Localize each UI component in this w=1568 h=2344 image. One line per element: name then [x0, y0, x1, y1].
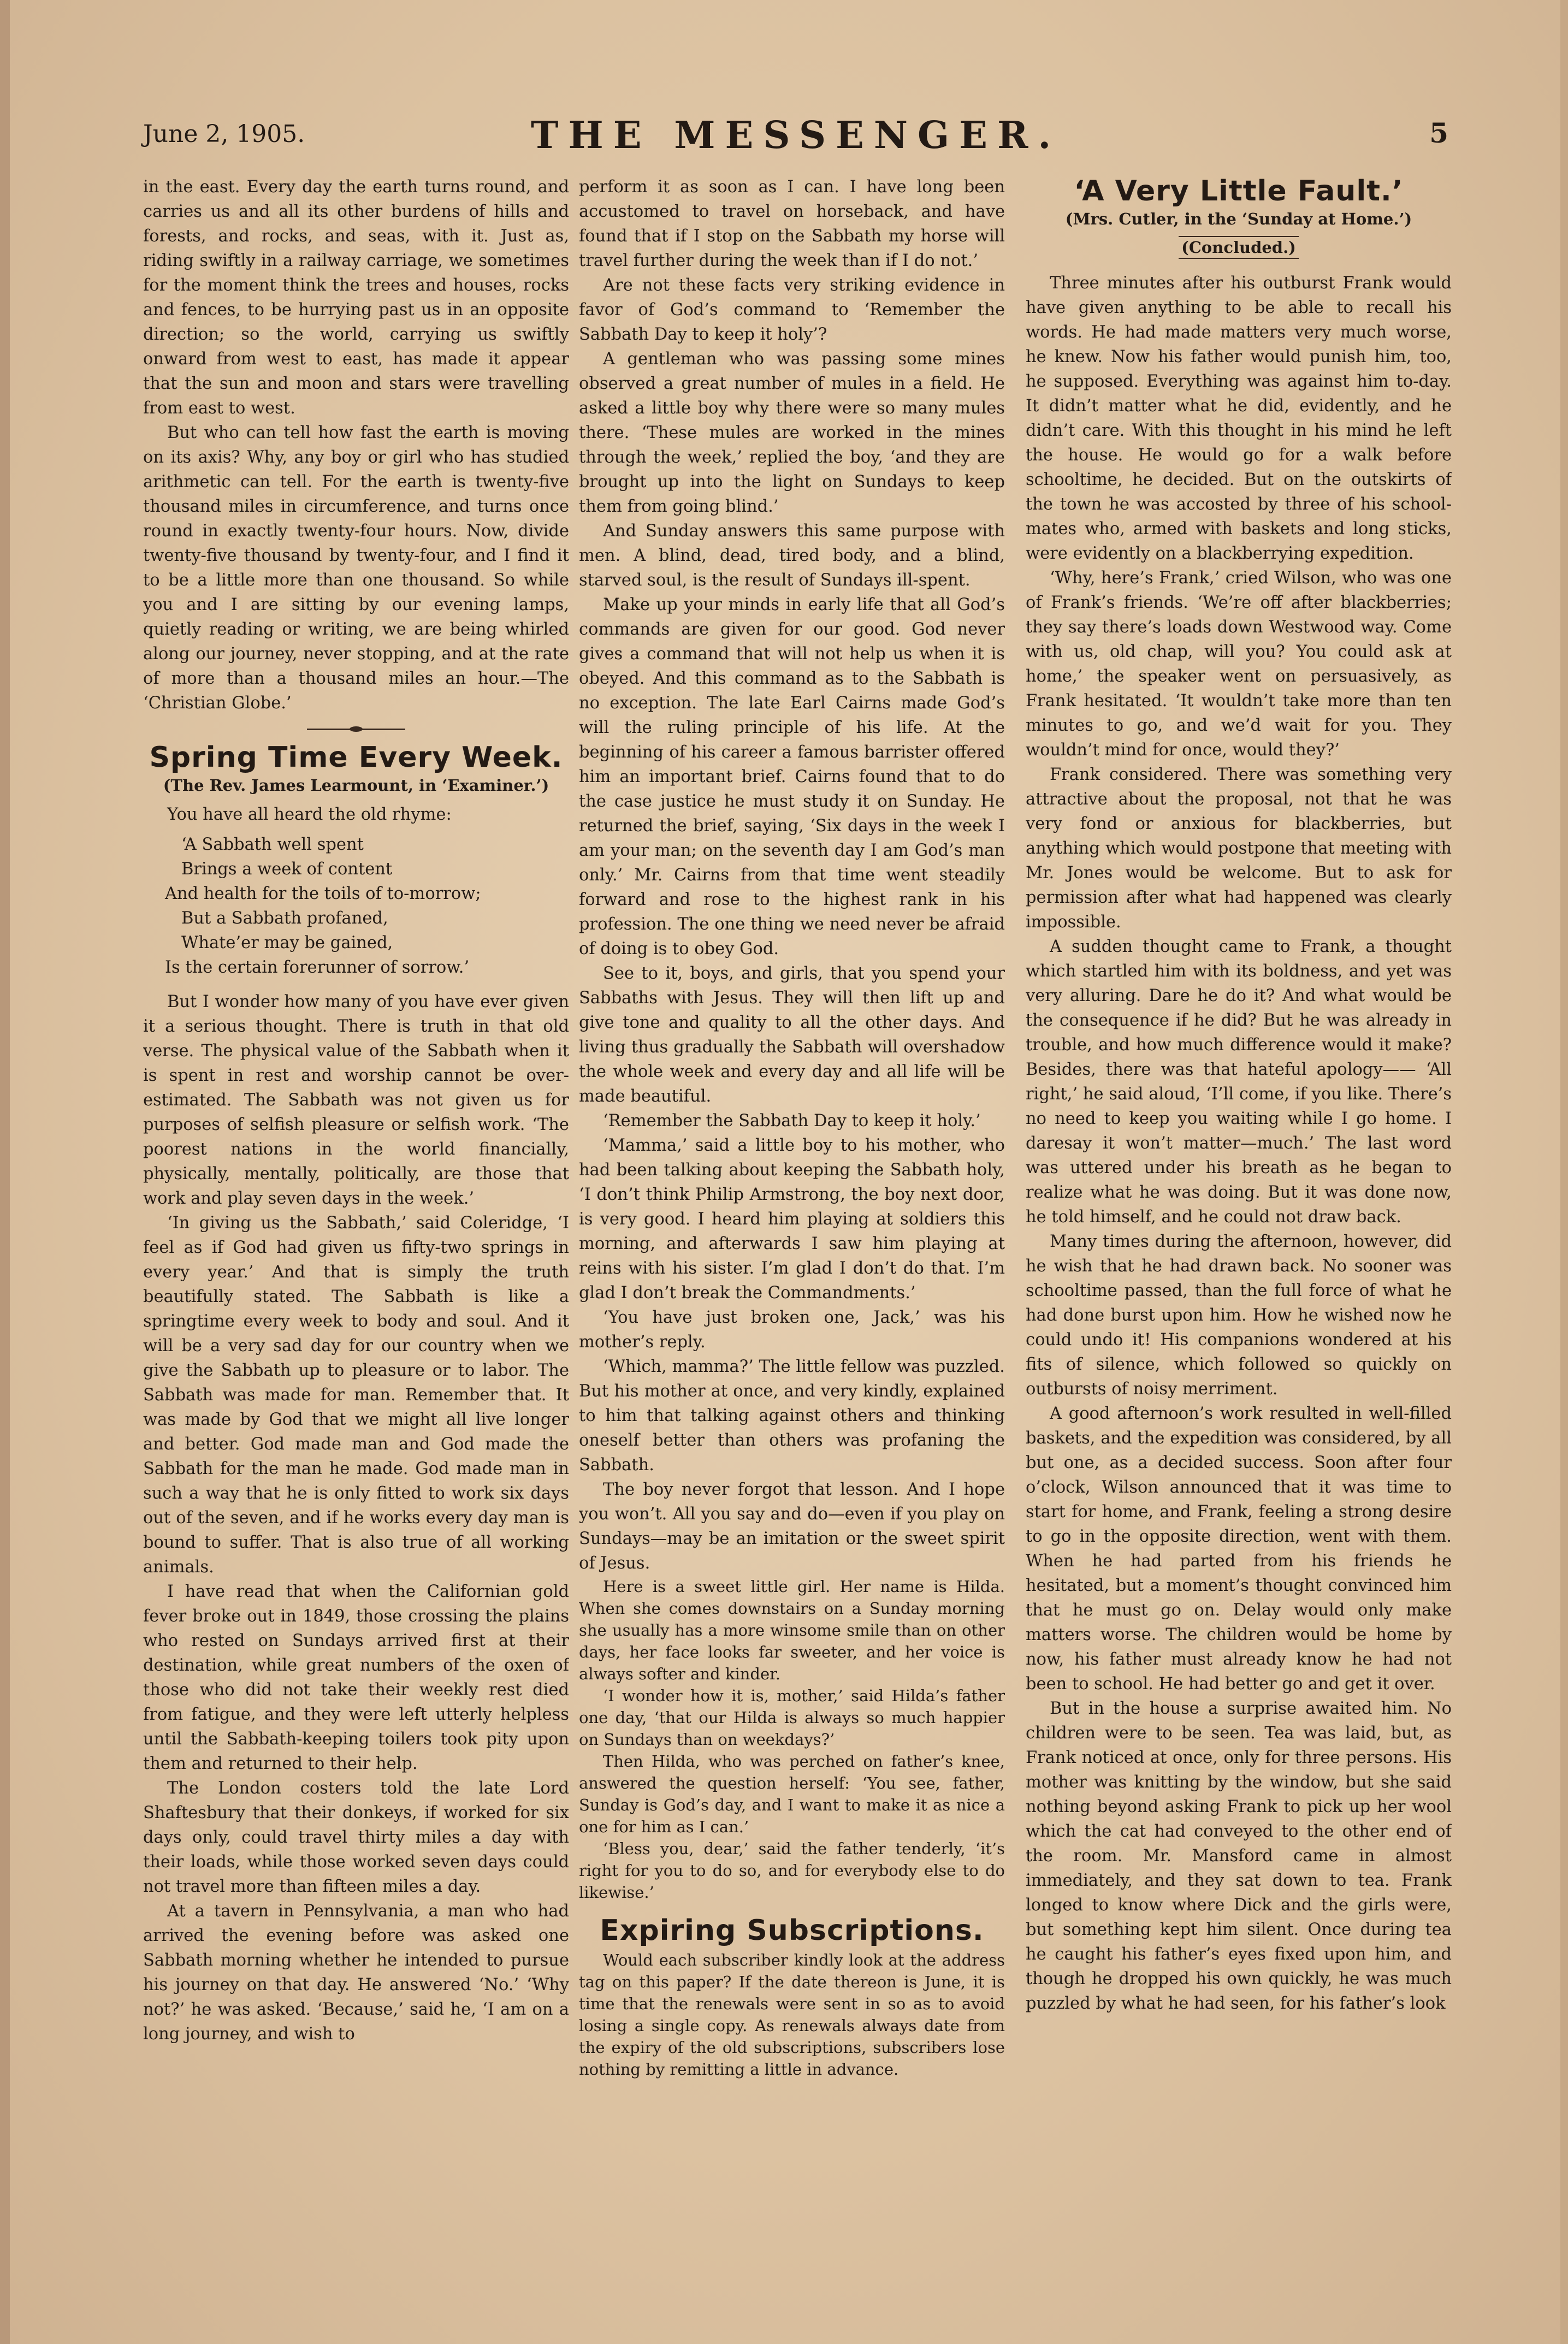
paragraph: A sudden thought came to Frank, a thought which startled him with its boldness, and yet was very alluring. Dare he do it? And what would be the consequence if he did? But he was already in trouble, and how much difference would it make? Besides, there was that hateful apology—— ‘All right,’ he said aloud, ‘I’ll come, if you like. There’s no need to keep you waiting while I go home. I daresay it won’t matter—much.’ The last word was uttered under his breath as he began to realize what he was doing. But it was done now, he told himself, and he could not draw back.: [1026, 937, 1452, 1227]
notice-text: Would each subscriber kindly look at the address tag on this paper? If the date thereon is June, it is time that the renewals were sent in so as to avoid losing a single copy. As renewals always date from the expiry of the old subscriptions, subscribers lose nothing by remitting a little in advance.: [579, 1951, 1005, 2079]
article-byline: (The Rev. James Learmount, in ‘Examiner.’): [163, 776, 549, 795]
paragraph: Many times during the afternoon, however, did he wish that he had drawn back. No sooner was schooltime passed, than the full force of what he had done burst upon him. How he wished now he could undo it! His companions wondered at his fits of silence, which followed so quickly on outbursts of noisy merriment.: [1026, 1232, 1452, 1399]
page-header: [143, 114, 1448, 163]
paragraph: ‘Why, here’s Frank,’ cried Wilson, who was one of Frank’s friends. ‘We’re off after blackberries; they say there’s loads down Westwood way. Come with us, old chap, will you? You could ask at home,’ the speaker went on persuasively, as Frank hesitated. ‘It wouldn’t take more than ten minutes to go, and we’d wait for you. They wouldn’t mind for once, would they?’: [1026, 569, 1452, 760]
paragraph: ‘Which, mamma?’ The little fellow was puzzled. But his mother at once, and very kindly, explained to him that talking against others and thinking oneself better than others was profaning the Sabbath.: [579, 1357, 1005, 1475]
paragraph: But in the house a surprise awaited him. No children were to be seen. Tea was laid, but, as Frank noticed at once, only for three persons. His mother was knitting by the window, but she said nothing beyond asking Frank to pick up her wool which the cat had conveyed to the other end of the room. Mr. Mansford came in almost immediately, and they sat down to tea. Frank longed to know where Dick and the girls were, but something kept him silent. Once during tea he caught his father’s eyes fixed upon him, and though he dropped his own quickly, he was much puzzled by what he had seen, for his father’s look: [1026, 1699, 1452, 2013]
paragraph: ‘Remember the Sabbath Day to keep it holy.’: [603, 1111, 981, 1130]
paragraph: perform it as soon as I can. I have long been accustomed to travel on horseback, and have found that if I stop on the Sabbath my horse will travel further during the week than if I do not.’: [579, 177, 1005, 270]
poem-line: Brings a week of content: [181, 860, 393, 879]
paragraph: Then Hilda, who was perched on father’s knee, answered the question herself: ‘You see, father, Sunday is God’s day, and I want to make it as nice a one for him as I can.’: [579, 1752, 1005, 1836]
poem-line: But a Sabbath profaned,: [181, 909, 388, 928]
paragraph: But who can tell how fast the earth is moving on its axis? Why, any boy or girl who has studied arithmetic can tell. For the earth is twenty-five thousand miles in circumference, and turns once round in exactly twenty-four hours. Now, divide twenty-five thousand by twenty-four, and I find it to be a little more than one thousand. So while you and I are sitting by our evening lamps, quietly reading or writing, we are being whirled along our journey, never stopping, and at the rate of more than a thousand miles an hour.—The ‘Christian Globe.’: [143, 423, 569, 713]
paragraph: ‘Mamma,’ said a little boy to his mother, who had been talking about keeping the Sabbath holy, ‘I don’t think Philip Armstrong, the boy next door, is very good. I heard him playing at soldiers this morning, and afterwards I saw him playing at reins with his sister. I’m glad I don’t do that. I’m glad I don’t break the Commandments.’: [579, 1136, 1005, 1303]
poem-line: Is the certain forerunner of sorrow.’: [165, 958, 470, 977]
article-byline: (Mrs. Cutler, in the ‘Sunday at Home.’): [1065, 210, 1412, 228]
paragraph: Frank considered. There was something very attractive about the proposal, not that he was very fond or anxious for blackberries, but anything which would postpone that meeting with Mr. Jones would be welcome. But to ask for permission after what had happened was clearly impossible.: [1026, 765, 1452, 932]
poem-line: ‘A Sabbath well spent: [181, 835, 364, 854]
paragraph: At a tavern in Pennsylvania, a man who had arrived the evening before was asked one Sabbath morning whether he intended to pursue his journey on that day. He answered ‘No.’ ‘Why not?’ he was asked. ‘Because,’ said he, ‘I am on a long journey, and wish to: [143, 1902, 569, 2044]
paragraph: Are not these facts very striking evidence in favor of God’s command to ‘Remember the Sabbath Day to keep it holy’?: [579, 276, 1005, 344]
page-number: 5: [1429, 117, 1448, 149]
paragraph: The London costers told the late Lord Shaftesbury that their donkeys, if worked for six days only, could travel thirty miles a day with their loads, while those worked seven days could not travel more than fifteen miles a day.: [143, 1779, 569, 1896]
column-2: [579, 175, 1005, 2206]
paragraph: ‘I wonder how it is, mother,’ said Hilda’s father one day, ‘that our Hilda is always so much happier on Sundays than on weekdays?’: [579, 1686, 1005, 1749]
poem-line: Whate’er may be gained,: [181, 933, 393, 952]
column-1: [143, 175, 569, 2206]
paragraph: ‘Bless you, dear,’ said the father tenderly, ‘it’s right for you to do so, and for everybody else to do likewise.’: [579, 1839, 1005, 1902]
paragraph: Here is a sweet little girl. Her name is Hilda. When she comes downstairs on a Sunday morning she usually has a more winsome smile than on other days, her face looks far sweeter, and her voice is always softer and kinder.: [579, 1577, 1005, 1683]
paragraph: You have all heard the old rhyme:: [167, 805, 452, 824]
paragraph: Three minutes after his outburst Frank would have given anything to be able to recall his words. He had made matters very much worse, he knew. Now his father would punish him, too, he supposed. Everything was against him to-day. It didn’t matter what he did, evidently, and he didn’t care. With this thought in his mind he left the house. He would go for a walk before schooltime, he decided. But on the outskirts of the town he was accosted by three of his school-mates who, armed with baskets and long sticks, were evidently on a blackberrying expedition.: [1026, 274, 1452, 563]
article-title-very-little-fault: ‘A Very Little Fault.’: [1074, 175, 1404, 208]
paragraph: But I wonder how many of you have ever given it a serious thought. There is truth in that old verse. The physical value of the Sabbath when it is spent in rest and worship cannot be over-estimated. The Sabbath was not given us for purposes of selfish pleasure or selfish work. ‘The poorest nations in the world financially, physically, mentally, politically, are those that work and play seven days in the week.’: [143, 992, 569, 1208]
poem: [165, 832, 569, 980]
poem-line: And health for the toils of to-morrow;: [165, 884, 481, 903]
paragraph: ‘You have just broken one, Jack,’ was his mother’s reply.: [579, 1308, 1005, 1352]
concluded-label: (Concluded.): [1179, 236, 1299, 259]
paragraph: The boy never forgot that lesson. And I hope you won’t. All you say and do—even if you play on Sundays—may be an imitation or the sweet spirit of Jesus.: [579, 1480, 1005, 1573]
paragraph: See to it, boys, and girls, that you spend your Sabbaths with Jesus. They will then lift up and give tone and quality to all the other days. And living thus gradually the Sabbath will overshadow the whole week and every day and all life will be made beautiful.: [579, 964, 1005, 1106]
paragraph: I have read that when the Californian gold fever broke out in 1849, those crossing the plains who rested on Sundays arrived first at their destination, while great numbers of the oxen of those who did not take their weekly rest died from fatigue, and they were left utterly helpless until the Sabbath-keeping toilers took pity upon them and returned to their help.: [143, 1582, 569, 1773]
paragraph: A gentleman who was passing some mines observed a great number of mules in a field. He asked a little boy why there were so many mules there. ‘These mules are worked in the mines through the week,’ replied the boy, ‘and they are brought up into the light on Sundays to keep them from going blind.’: [579, 350, 1005, 516]
notice-title-expiring-subscriptions: Expiring Subscriptions.: [600, 1914, 984, 1947]
page-edge-right: [1560, 0, 1568, 2344]
paragraph: in the east. Every day the earth turns round, and carries us and all its other burdens of hills and forests, and rocks, and seas, with it. Just as, riding swiftly in a railway carriage, we sometimes for the moment think the trees and houses, rocks and fences, to be hurrying past us in an opposite direction; so the world, carrying us swiftly onward from west to east, has made it appear that the sun and moon and stars were travelling from east to west.: [143, 177, 569, 418]
page-edge-left: [0, 0, 10, 2344]
paragraph: A good afternoon’s work resulted in well-filled baskets, and the expedition was considered, by all but one, as a decided success. Soon after four o’clock, Wilson announced that it was time to start for home, and Frank, feeling a strong desire to go in the opposite direction, went with them. When he had parted from his friends he hesitated, but a moment’s thought convinced him that he must go on. Delay would only make matters worse. The children would be home by now, his father must already know he had not been to school. He had better go and get it over.: [1026, 1404, 1452, 1694]
column-3: [1026, 175, 1452, 2206]
issue-date: June 2, 1905.: [143, 120, 305, 148]
paragraph: Make up your minds in early life that all God’s commands are given for our good. God never gives a command that will not help us when it is obeyed. And this command as to the Sabbath is no exception. The late Earl Cairns made God’s will the ruling principle of his life. At the beginning of his career a famous barrister offered him an important brief. Cairns found that to do the case justice he must study it on Sunday. He returned the brief, saying, ‘Six days in the week I am your man; on the seventh day I am God’s man only.’ Mr. Cairns from that time went steadily forward and rose to the highest rank in his profession. The one thing we need never be afraid of doing is to obey God.: [579, 595, 1005, 958]
masthead-title: THE MESSENGER.: [530, 114, 1061, 157]
paragraph: And Sunday answers this same purpose with men. A blind, dead, tired body, and a blind, starved soul, is the result of Sundays ill-spent.: [579, 522, 1005, 590]
section-divider: [307, 729, 405, 730]
paragraph: ‘In giving us the Sabbath,’ said Coleridge, ‘I feel as if God had given us fifty-two springs in every year.’ And that is simply the truth beautifully stated. The Sabbath is like a springtime every week to body and soul. And it will be a very sad day for our country when we give the Sabbath up to pleasure or to labor. The Sabbath was made for man. Remember that. It was made by God that we might all live longer and better. God made man and God made the Sabbath for the man he made. God made man in such a way that he is only fitted to work six days out of the seven, and if he works every day man is bound to suffer. That is also true of all working animals.: [143, 1214, 569, 1577]
article-title-spring-time: Spring Time Every Week.: [149, 741, 563, 774]
